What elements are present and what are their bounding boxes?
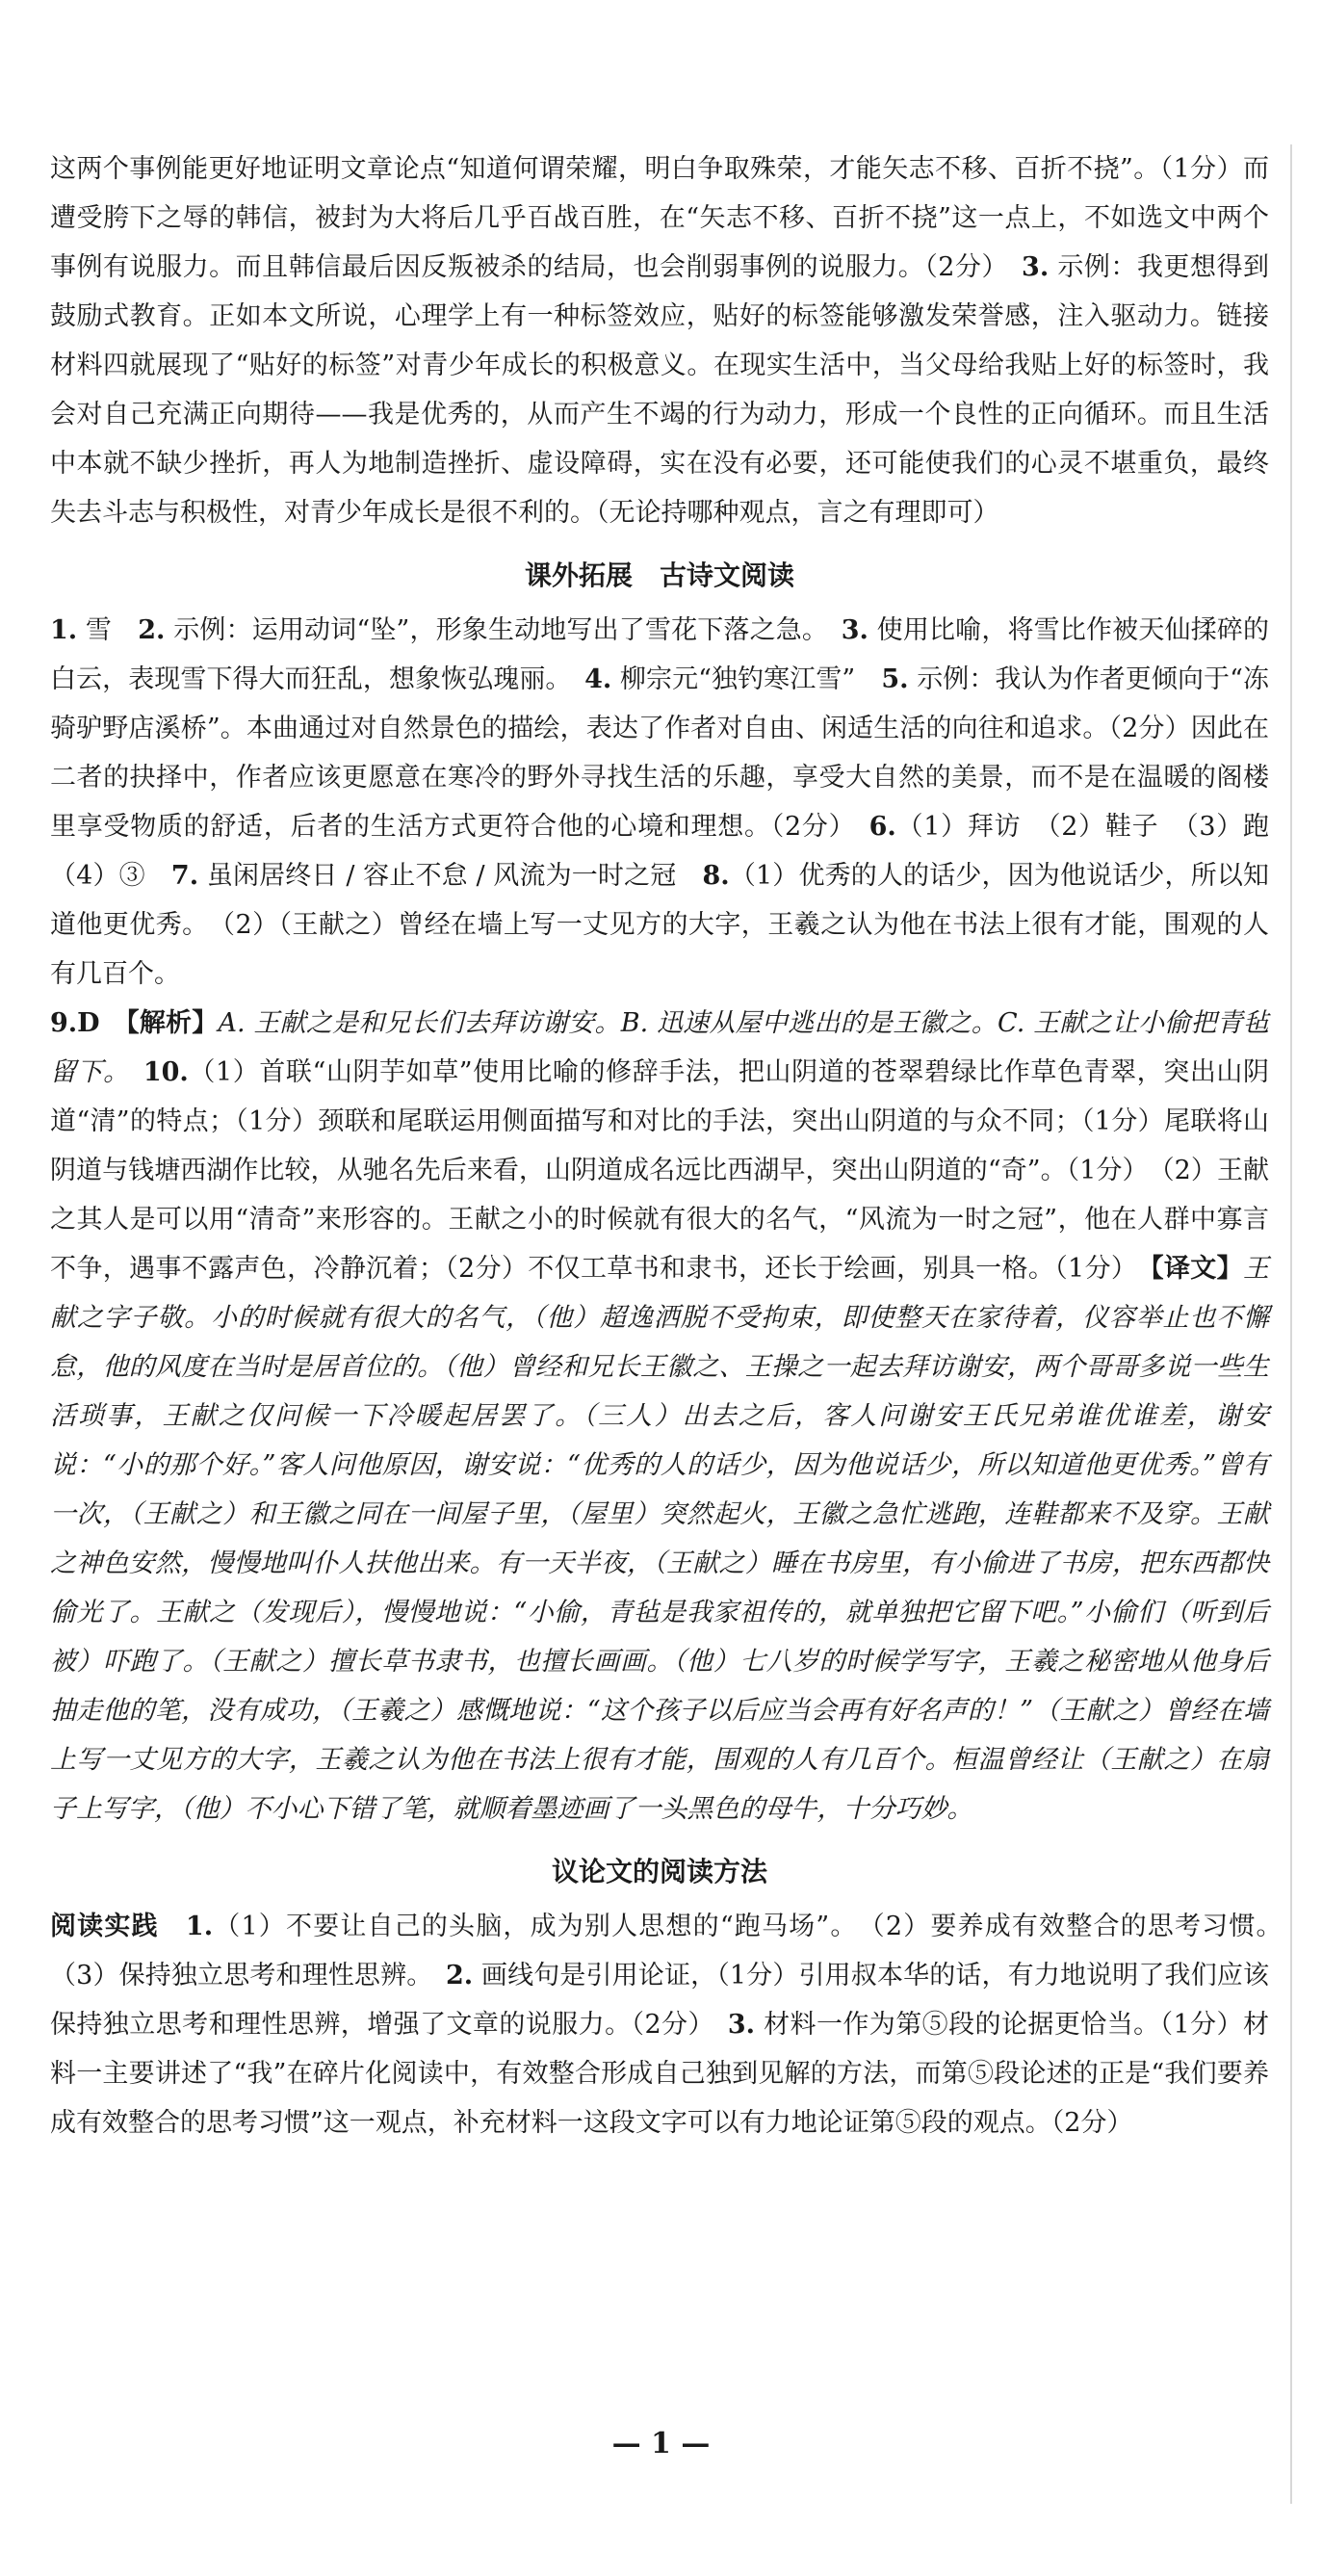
answer-text: 使用比喻，将雪比作被天仙揉碎的白云，表现雪下得大而狂乱，想象恢弘瑰丽。 xyxy=(50,615,1269,694)
answer-text: 材料一作为第⑤段的论据更恰当。（1分）材料一主要讲述了“我”在碎片化阅读中，有效整合形成自己独到见解的方法，而第⑤段论述的正是“我们要养成有效整合的思考习惯”这一观点，补充材料一这段文字可以有力地论证第⑤段的观点。（2分） xyxy=(50,2010,1269,2138)
answer-text: （1）拜访 （2）鞋子 （3）跑 （4）③ xyxy=(50,812,1295,891)
answer-text xyxy=(159,1912,186,1941)
answer-paragraph xyxy=(50,144,1269,537)
answer-text: （1）首联“山阴芋如草”使用比喻的修辞手法，把山阴道的苍翠碧绿比作草色青翠，突出山阴道“清”的特点；（1分）颈联和尾联运用侧面描写和对比的手法，突出山阴道的与众不同；（1分）尾联将山阴道与钱塘西湖作比较，从驰名先后来看，山阴道成名远比西湖早，突出山阴道的“奇”。（1分） （2）王献之其人是可以用“清奇”来形容的。王献之小的时候就有很大的名气，“风流为一时之冠”，他在人群中寡言不争，遇事不露声色，冷静沉着；（2分）不仅工草书和隶书，还长于绘画，别具一格。（1分） xyxy=(50,1057,1270,1284)
question-label: 8. xyxy=(702,861,730,891)
answer-text: 虽闲居终日 / 容止不怠 / 风流为一时之冠 xyxy=(198,861,703,891)
answer-text xyxy=(117,1057,143,1087)
question-label: 4. xyxy=(584,664,612,694)
question-label: 3. xyxy=(727,2010,756,2040)
question-label: 1. xyxy=(50,615,78,645)
question-label: 7. xyxy=(170,861,199,891)
answer-paragraph xyxy=(50,1902,1296,2147)
binding-edge-line xyxy=(1290,144,1292,2504)
question-label: 3. xyxy=(995,252,1050,282)
answer-text: （1）优秀的人的话少，因为他说话少，所以知道他更优秀。 （2）（王献之）曾经在墙上写一丈见方的大字，王羲之认为他在书法上很有才能，围观的人有几百个。 xyxy=(50,861,1269,989)
question-label: 5. xyxy=(881,664,909,694)
answer-text: 画线句是引用论证，（1分）引用叔本华的话，有力地说明了我们应该保持独立思考和理性思辨，增强了文章的说服力。（2分） xyxy=(50,1961,1269,2040)
question-label: 2. xyxy=(446,1961,474,1991)
answer-text: （1）不要让自己的头脑，成为别人思想的“跑马场”。 （2）要养成有效整合的思考习惯。 （3）保持独立思考和理性思辨。 xyxy=(50,1912,1296,1991)
section-heading: 议论文的阅读方法 xyxy=(551,1856,767,1887)
answer-paragraph xyxy=(50,999,1269,1834)
answer-text: 柳宗元“独钓寒江雪” xyxy=(611,664,882,694)
page-number: — 1 — xyxy=(611,2427,711,2460)
question-label: 6. xyxy=(868,812,896,842)
answer-text: 示例：运用动词“坠”，形象生动地写出了雪花下落之急。 xyxy=(165,615,842,645)
answer-content xyxy=(50,144,1296,2147)
section-heading: 课外拓展 古诗文阅读 xyxy=(524,559,794,591)
question-label: 3. xyxy=(841,615,868,645)
answer-text: 示例：我更想得到鼓励式教育。正如本文所说，心理学上有一种标签效应，贴好的标签能够激发荣誉感，注入驱动力。链接材料四就展现了“贴好的标签”对青少年成长的积极意义。在现实生活中，当父母给我贴上好的标签时，我会对自己充满正向期待——我是优秀的，从而产生不竭的行为动力，形成一个良性的正向循环。而且生活中本就不缺少挫折，再人为地制造挫折、虚设障碍，实在没有必要，还可能使我们的心灵不堪重负，最终失去斗志与积极性，对青少年成长是很不利的。（无论持哪种观点，言之有理即可） xyxy=(50,252,1269,528)
answer-text: 示例：我认为作者更倾向于“冻骑驴野店溪桥”。本曲通过对自然景色的描绘，表达了作者对自由、闲适生活的向往和追求。（2分）因此在二者的抉择中，作者应该更愿意在寒冷的野外寻找生活的乐趣，享受大自然的美景，而不是在温暖的阁楼里享受物质的舒适，后者的生活方式更符合他的心境和理想。（2分） xyxy=(50,664,1269,842)
question-label: 1. xyxy=(185,1912,214,1941)
question-label: 【解析】 xyxy=(99,1008,219,1038)
question-label: 10. xyxy=(143,1057,189,1087)
question-label: 9.D xyxy=(50,1008,100,1038)
answer-text: A. 王献之是和兄长们去拜访谢安。B. 迅速从屋中逃出的是王徽之。C. 王献之让小偷把青毡留下。 xyxy=(50,1008,1270,1087)
question-label: 【译文】 xyxy=(1151,1254,1243,1284)
question-label: 2. xyxy=(138,615,166,645)
answer-text: 王献之字子敬。小的时候就有很大的名气，（他）超逸洒脱不受拘束，即使整天在家待着，仪容举止也不懈怠，他的风度在当时是居首位的。（他）曾经和兄长王徽之、王操之一起去拜访谢安，两个哥哥多说一些生活琐事，王献之仅问候一下冷暖起居罢了。（三人）出去之后，客人问谢安王氏兄弟谁优谁差，谢安说：“小的那个好。”客人问他原因，谢安说：“优秀的人的话少，因为他说话少，所以知道他更优秀。”曾有一次，（王献之）和王徽之同在一间屋子里，（屋里）突然起火，王徽之急忙逃跑，连鞋都来不及穿。王献之神色安然，慢慢地叫仆人扶他出来。有一天半夜，（王献之）睡在书房里，有小偷进了书房，把东西都快偷光了。王献之（发现后），慢慢地说：“小偷，青毡是我家祖传的，就单独把它留下吧。”小偷们（听到后被）吓跑了。（王献之）擅长草书隶书，也擅长画画。（他）七八岁的时候学写字，王羲之秘密地从他身后抽走他的笔，没有成功，（王羲之）感慨地说：“这个孩子以后应当会再有好名声的！”（王献之）曾经在墙上写一丈见方的大字，王羲之认为他在书法上很有才能，围观的人有几百个。桓温曾经让（王献之）在扇子上写字，（他）不小心下错了笔，就顺着墨迹画了一头黑色的母牛，十分巧妙。 xyxy=(50,1254,1269,1824)
answer-text: 这两个事例能更好地证明文章论点“知道何谓荣耀，明白争取殊荣，才能矢志不移、百折不挠”。（1分）而遭受胯下之辱的韩信，被封为大将后几乎百战百胜，在“矢志不移、百折不挠”这一点上，不如选文中两个事例有说服力。而且韩信最后因反叛被杀的结局，也会削弱事例的说服力。（2分） xyxy=(50,154,1269,282)
answer-text: 雪 xyxy=(77,615,139,645)
answer-paragraph xyxy=(50,606,1295,999)
question-label: 阅读实践 xyxy=(50,1912,159,1941)
